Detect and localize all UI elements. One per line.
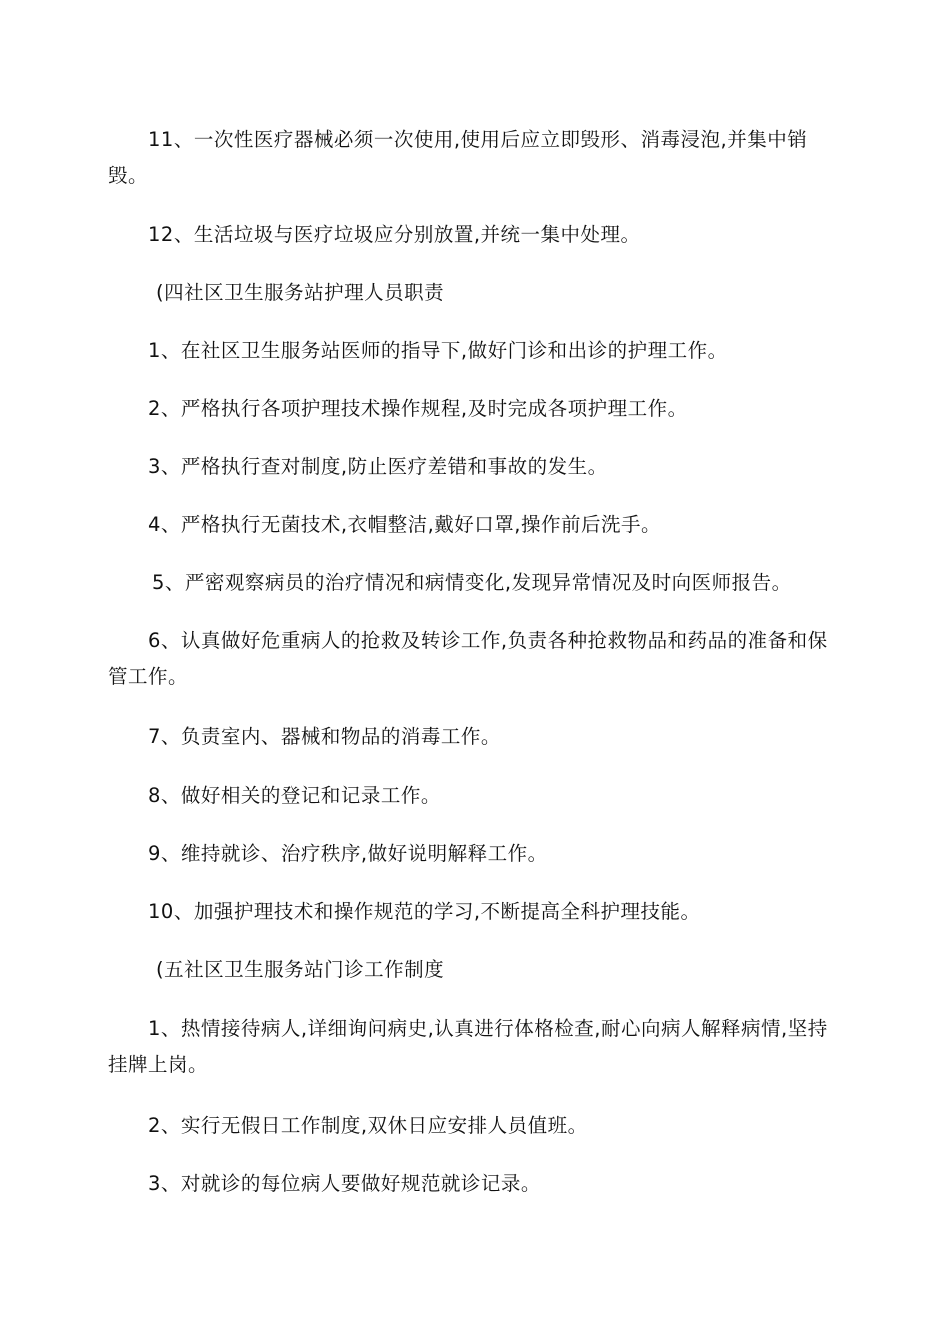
nurse-duty-4: 4、严格执行无菌技术,衣帽整洁,戴好口罩,操作前后洗手。: [148, 513, 662, 536]
section-heading-outpatient-rules: (五社区卫生服务站门诊工作制度: [156, 958, 445, 981]
rule-12-waste-separation: 12、生活垃圾与医疗垃圾应分别放置,并统一集中处理。: [148, 223, 641, 246]
nurse-duty-1: 1、在社区卫生服务站医师的指导下,做好门诊和出诊的护理工作。: [148, 339, 728, 362]
rule-11-disposable-devices: 11、一次性医疗器械必须一次使用,使用后应立即毁形、消毒浸泡,并集中销毁。: [108, 128, 808, 187]
nurse-duty-6: 6、认真做好危重病人的抢救及转诊工作,负责各种抢救物品和药品的准备和保管工作。: [108, 629, 828, 688]
nurse-duty-10: 10、加强护理技术和操作规范的学习,不断提高全科护理技能。: [148, 900, 701, 923]
nurse-duty-2: 2、严格执行各项护理技术操作规程,及时完成各项护理工作。: [148, 397, 688, 420]
nurse-duty-9: 9、维持就诊、治疗秩序,做好说明解释工作。: [148, 842, 548, 865]
outpatient-rule-3: 3、对就诊的每位病人要做好规范就诊记录。: [148, 1172, 541, 1195]
nurse-duty-5: 5、严密观察病员的治疗情况和病情变化,发现异常情况及时向医师报告。: [152, 571, 792, 594]
section-heading-nurse-duties: (四社区卫生服务站护理人员职责: [156, 281, 445, 304]
outpatient-rule-2: 2、实行无假日工作制度,双休日应安排人员值班。: [148, 1114, 588, 1137]
nurse-duty-3: 3、严格执行查对制度,防止医疗差错和事故的发生。: [148, 455, 608, 478]
nurse-duty-7: 7、负责室内、器械和物品的消毒工作。: [148, 725, 501, 748]
nurse-duty-8: 8、做好相关的登记和记录工作。: [148, 784, 441, 807]
outpatient-rule-1: 1、热情接待病人,详细询问病史,认真进行体格检查,耐心向病人解释病情,坚持挂牌上岗。: [108, 1017, 828, 1076]
